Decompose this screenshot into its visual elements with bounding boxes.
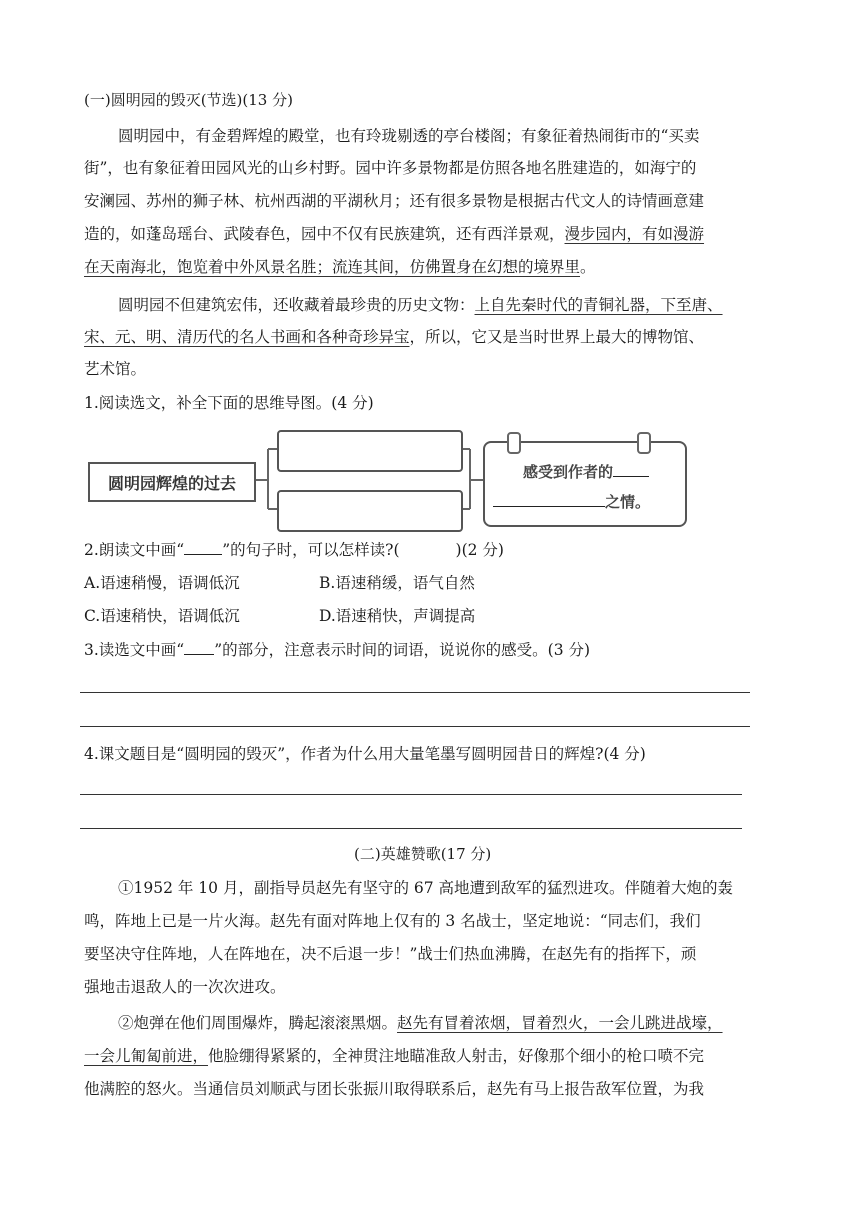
question-2-text: 2.朗读文中画“ (84, 541, 185, 559)
underlined-action-phrase: 赵先有冒着浓烟，冒着烈火，一会儿跳进战壕， (397, 1014, 723, 1032)
passage1-line: 圆明园中，有金碧辉煌的殿堂，也有玲珑剔透的亭台楼阁；有象征着热闹街市的“买卖 (118, 127, 700, 145)
section-title-part2: (二)英雄赞歌(17 分) (354, 845, 492, 863)
question-3-text: ”的部分，注意表示时间的词语，说说你的感受。(3 分) (214, 641, 591, 659)
passage1-line: 安澜园、苏州的狮子林、杭州西湖的平湖秋月；还有很多景物是根据古代文人的诗情画意建 (84, 192, 705, 210)
paper-clip-icon (507, 432, 521, 454)
passage2-line: 他满腔的怒火。当通信员刘顺武与团长张振川取得联系后，赵先有马上报告敌军位置，为我 (84, 1080, 705, 1098)
question-3-text: 3.读选文中画“ (84, 641, 185, 659)
mind-map-answer-box-2[interactable] (277, 490, 463, 532)
passage1-text: 。 (580, 258, 596, 276)
feeling-prefix: 感受到作者的 (523, 463, 614, 481)
passage1-line: 艺术馆。 (84, 360, 147, 378)
paper-clip-icon (637, 432, 651, 454)
option-c[interactable]: C.语速稍快，语调低沉 (84, 607, 240, 625)
passage2-line: 要坚决守住阵地，人在阵地在，决不后退一步！”战士们热血沸腾，在赵先有的指挥下，顽 (84, 945, 697, 963)
underline-sample (184, 640, 214, 655)
feeling-blank-2[interactable] (493, 492, 605, 507)
question-2-text: ”的句子时，可以怎样读?( (222, 541, 400, 559)
feeling-suffix: 之情。 (605, 493, 651, 511)
passage1-text: ，所以，它又是当时世界上最大的博物馆、 (409, 328, 705, 346)
underline-sample (184, 540, 222, 555)
question-2-points: )(2 分) (455, 541, 504, 559)
underlined-sentence: 漫步园内，有如漫游 (564, 225, 705, 243)
question-2 (84, 540, 504, 560)
option-d[interactable]: D.语速稍快，声调提高 (319, 607, 476, 625)
answer-line[interactable] (80, 726, 750, 727)
answer-line[interactable] (80, 794, 742, 795)
passage1-text: 圆明园不但建筑宏伟，还收藏着最珍贵的历史文物： (118, 296, 475, 314)
feeling-blank-1[interactable] (613, 462, 649, 477)
answer-line[interactable] (80, 828, 742, 829)
option-b[interactable]: B.语速稍缓，语气自然 (319, 574, 475, 592)
section-title-part1: (一)圆明园的毁灭(节选)(13 分) (84, 91, 293, 109)
mind-map-answer-box-1[interactable] (277, 430, 463, 472)
underlined-sentence: 在天南海北，饱览着中外风景名胜；流连其间，仿佛置身在幻想的境界里 (84, 258, 581, 276)
underlined-action-phrase: 一会儿匍匐前进， (84, 1047, 209, 1065)
mind-map-root: 圆明园辉煌的过去 (88, 462, 256, 502)
question-3 (84, 640, 590, 660)
question-1: 1.阅读选文，补全下面的思维导图。(4 分) (84, 394, 374, 412)
answer-line[interactable] (80, 692, 750, 693)
feeling-text-line2 (493, 491, 650, 512)
question-4: 4.课文题目是“圆明园的毁灭”，作者为什么用大量笔墨写圆明园昔日的辉煌?(4 分) (84, 745, 646, 763)
passage2-line (84, 1046, 704, 1066)
feeling-text-line1 (523, 461, 649, 482)
passage1-line: 街”，也有象征着田园风光的山乡村野。园中许多景物都是仿照各地名胜建造的，如海宁的 (84, 159, 697, 177)
underlined-time-phrase: 宋、元、明、清历代的名人书画和各种奇珍异宝 (84, 328, 410, 346)
underlined-time-phrase: 上自先秦时代的青铜礼器，下至唐、 (474, 296, 723, 314)
passage2-line (118, 1013, 723, 1033)
option-a[interactable]: A.语速稍慢，语调低沉 (84, 574, 240, 592)
passage2-line: 鸣，阵地上已是一片火海。赵先有面对阵地上仅有的 3 名战士，坚定地说：“同志们，我们 (84, 912, 701, 930)
passage2-line: ①1952 年 10 月，副指导员赵先有坚守的 67 高地遭到敌军的猛烈进攻。伴随着大炮的轰 (118, 879, 734, 897)
passage2-line: 强地击退敌人的一次次进攻。 (84, 978, 286, 996)
passage1-text: 造的，如蓬岛瑶台、武陵春色，园中不仅有民族建筑，还有西洋景观， (84, 225, 565, 243)
passage2-text: 他脸绷得紧紧的，全神贯注地瞄准敌人射击，好像那个细小的枪口喷不完 (208, 1047, 705, 1065)
passage2-text: ②炮弹在他们周围爆炸，腾起滚滚黑烟。 (118, 1014, 398, 1032)
